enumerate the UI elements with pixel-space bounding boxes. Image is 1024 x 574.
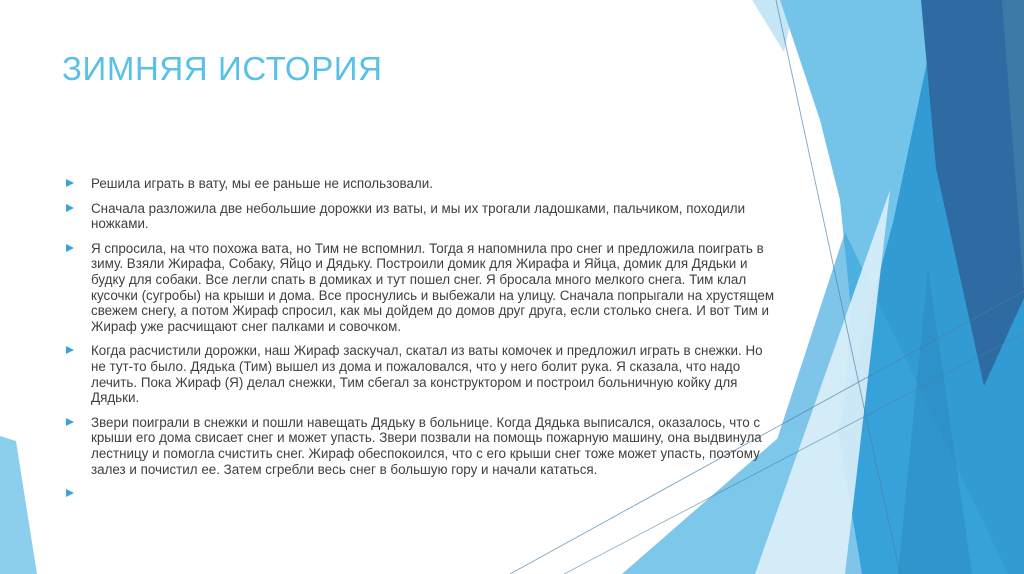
bullet-arrow-icon bbox=[66, 418, 74, 426]
bullet-text: Я спросила, на что похожа вата, но Тим не вспомнил. Тогда я напомнила про снег и предложила поиграть в зиму. Взяли Жирафа, Собаку, Яйцо и Дядьку. Построили домик для Жирафа и Яйца, домик для Дядьки и будку для собаки. Все легли спать в домиках и тут пошел снег. Я бросала много мелкого снега. Тим клал кусочки (сугробы) на крыши и дома. Все проснулись и выбежали на улицу. Сначала попрыгали на хрустящем свежем снегу, а потом Жираф спросил, как мы дойдем до домов друг друга, если столько снега. И вот Тим и Жираф уже расчищают снег палками и совочком. bbox=[91, 240, 775, 334]
decoration-bottom-left-sliver bbox=[0, 436, 37, 574]
bullet-text: Звери поиграли в снежки и пошли навещать Дядьку в больнице. Когда Дядька выписался, оказалось, что с крыши его дома свисает снег и может упасть. Звери позвали на помощь пожарную машину, она выдвинула лестницу и помогла счистить снег. Жираф обеспокоился, что с его крыши снег тоже может упасть, поэтому залез и почистил ее. Затем сгребли весь снег в большую гору и начали кататься. bbox=[91, 414, 762, 477]
bullet-arrow-icon bbox=[66, 179, 74, 187]
bullet-item bbox=[66, 343, 778, 405]
bullet-arrow-icon bbox=[66, 489, 74, 497]
bullet-arrow-icon bbox=[66, 346, 74, 354]
bullet-list bbox=[66, 176, 778, 510]
bullet-item bbox=[66, 486, 778, 501]
bullet-item bbox=[66, 241, 778, 335]
slide-title: ЗИМНЯЯ ИСТОРИЯ bbox=[62, 50, 383, 87]
bullet-text: Решила играть в вату, мы ее раньше не использовали. bbox=[91, 176, 433, 191]
bullet-text: Когда расчистили дорожки, наш Жираф заскучал, скатал из ваты комочек и предложил играть в снежки. Но не тут-то было. Дядька (Тим) вышел из дома и пожаловался, что у него болит рука. Я сказала, что надо лечить. Пока Жираф (Я) делал снежки, Тим сбегал за конструктором и построил больничную койку для Дядьки. bbox=[91, 343, 763, 406]
bullet-item bbox=[66, 176, 778, 192]
bullet-item bbox=[66, 415, 778, 477]
bullet-arrow-icon bbox=[66, 244, 74, 252]
bullet-text: Сначала разложила две небольшие дорожки из ваты, и мы их трогали ладошками, пальчиком, походили ножками. bbox=[91, 200, 746, 232]
bullet-item bbox=[66, 201, 778, 232]
bullet-arrow-icon bbox=[66, 204, 74, 212]
